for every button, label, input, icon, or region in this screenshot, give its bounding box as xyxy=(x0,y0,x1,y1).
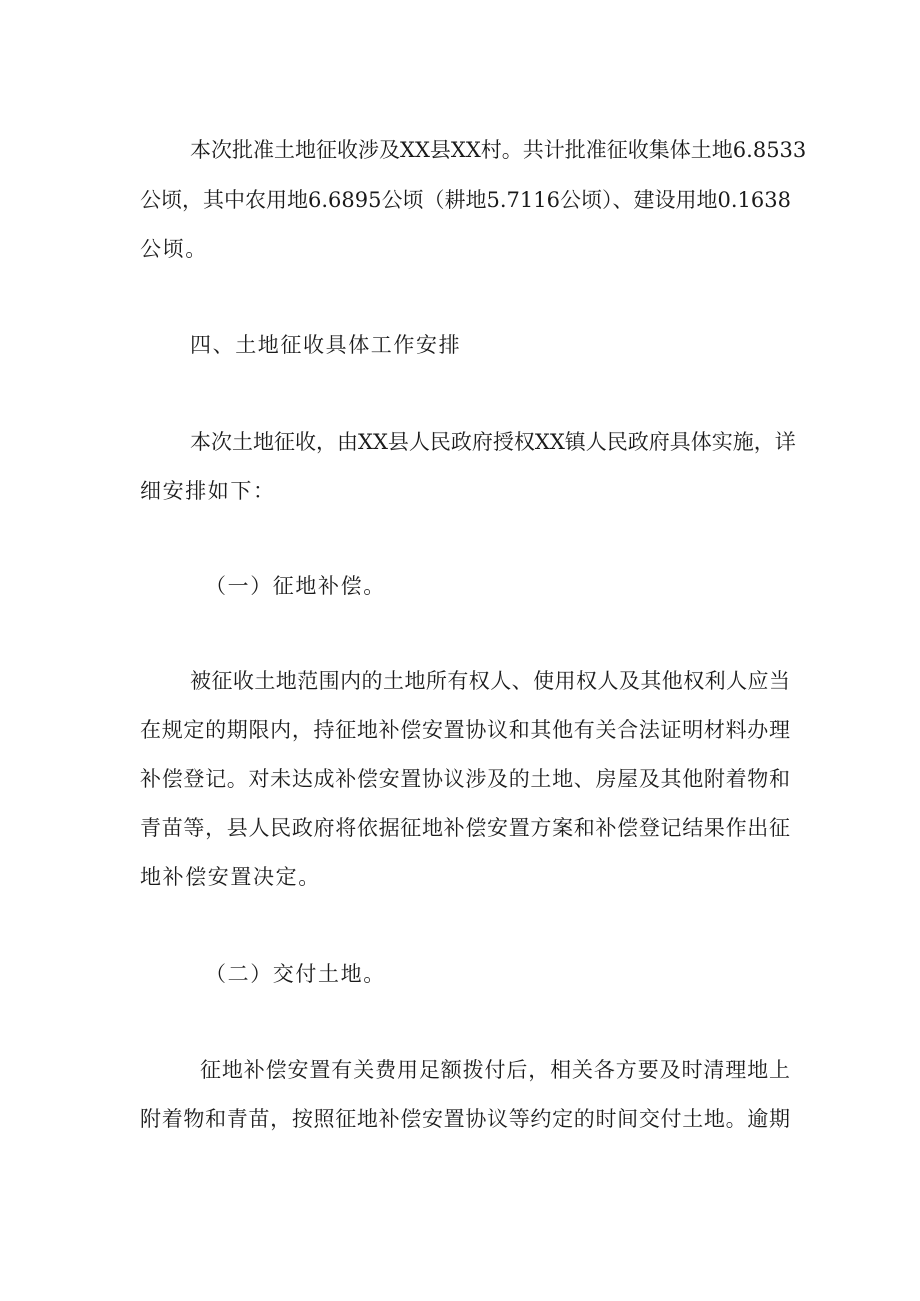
paragraph-3-line-3: 补偿登记。对未达成补偿安置协议涉及的土地、房屋及其他附着物和 xyxy=(140,767,790,791)
paragraph-3-line-4: 青苗等，县人民政府将依据征地补偿安置方案和补偿登记结果作出征 xyxy=(140,816,790,840)
paragraph-2-line-1: 本次土地征收，由XX县人民政府授权XX镇人民政府具体实施，详 xyxy=(190,430,796,454)
paragraph-4-line-2: 附着物和青苗，按照征地补偿安置协议等约定的时间交付土地。逾期 xyxy=(140,1107,790,1131)
subheading-compensation: （一）征地补偿。 xyxy=(205,574,386,598)
paragraph-1-line-3: 公顷。 xyxy=(140,237,208,261)
paragraph-2-line-2: 细安排如下： xyxy=(140,479,276,503)
paragraph-1-line-1: 本次批准土地征收涉及XX县XX村。共计批准征收集体土地6.8533 xyxy=(190,138,807,162)
paragraph-1-line-2: 公顷，其中农用地6.6895公顷（耕地5.7116公顷）、建设用地0.1638 xyxy=(140,188,791,212)
subheading-land-delivery: （二）交付土地。 xyxy=(205,962,386,986)
paragraph-3-line-2: 在规定的期限内，持征地补偿安置协议和其他有关合法证明材料办理 xyxy=(140,718,790,742)
section-heading: 四、土地征收具体工作安排 xyxy=(190,333,462,357)
paragraph-4-line-1: 征地补偿安置有关费用足额拨付后，相关各方要及时清理地上 xyxy=(200,1058,790,1082)
paragraph-3-line-1: 被征收土地范围内的土地所有权人、使用权人及其他权利人应当 xyxy=(190,669,790,693)
paragraph-3-line-5: 地补偿安置决定。 xyxy=(140,865,321,889)
